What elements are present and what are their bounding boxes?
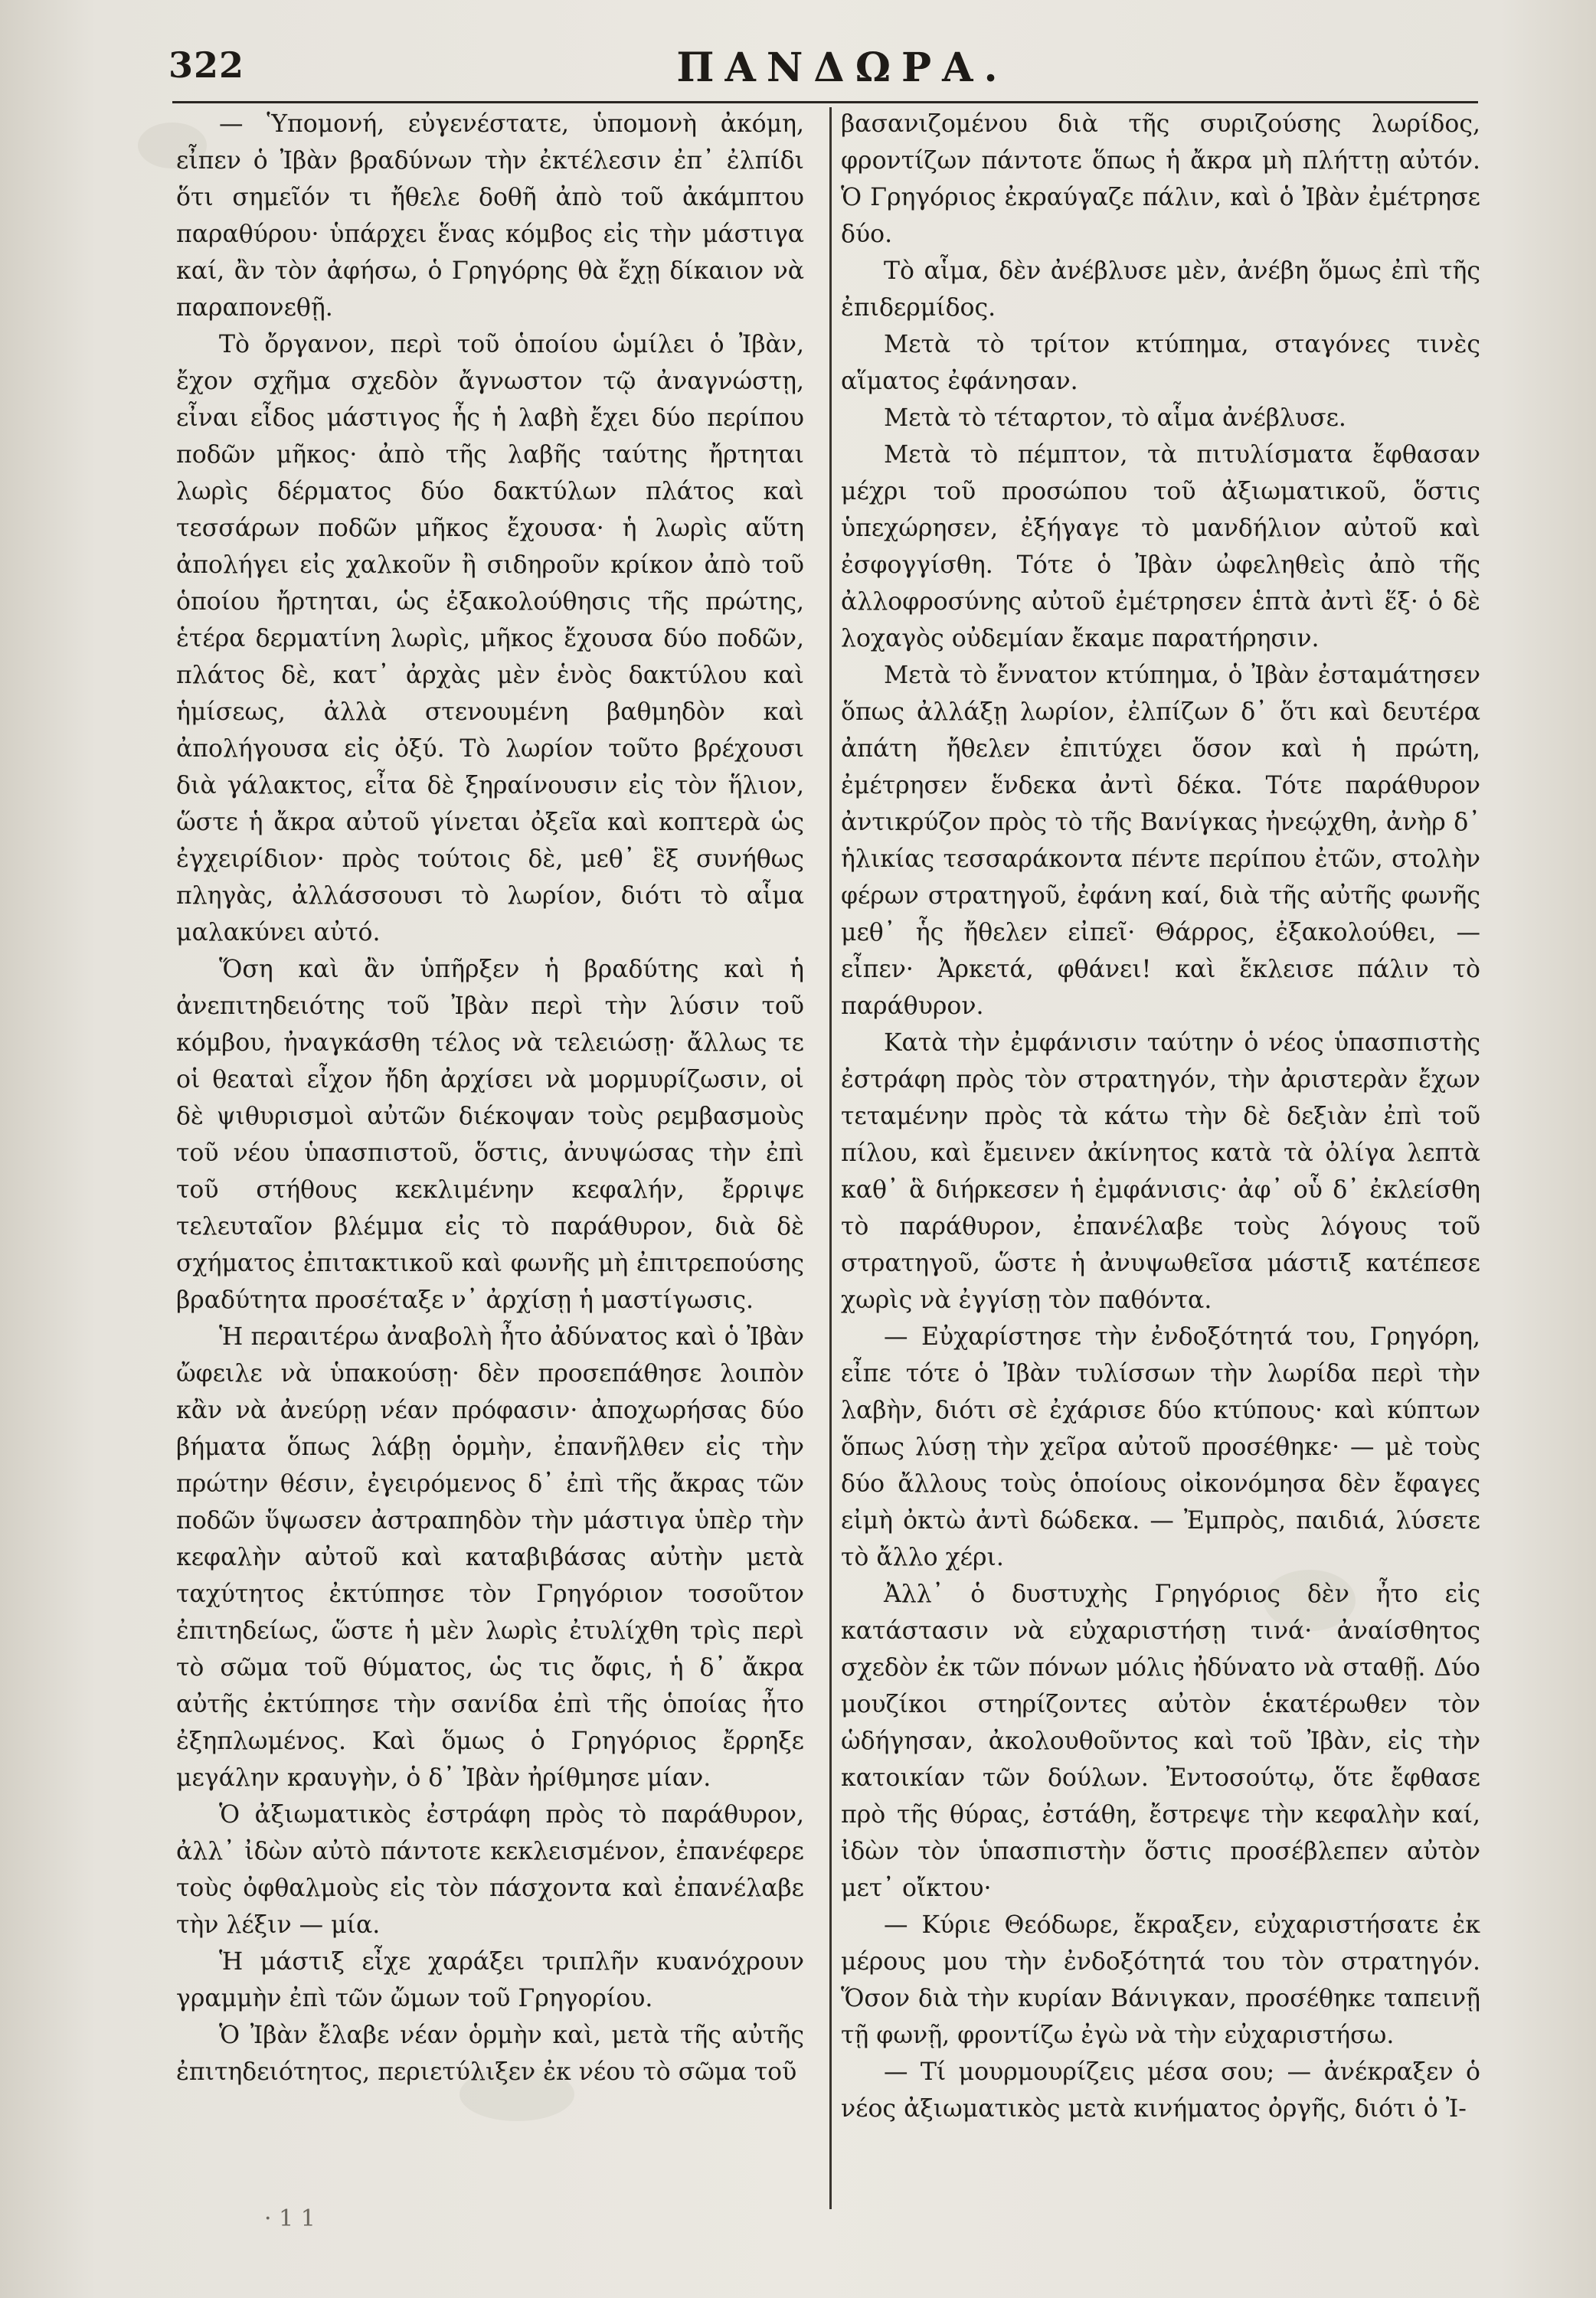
paragraph: βασανιζομένου διὰ τῆς συριζούσης λωρίδος, φροντίζων πάντοτε ὅπως ἡ ἄκρα μὴ πλήττῃ αὐτόν. Ὁ Γρηγόριος ἐκραύγαζε πάλιν, καὶ ὁ Ἰβὰν ἐμέτρησε δύο. [841,110,1480,248]
footer-mark: · 1 1 [264,2205,316,2232]
paragraph: Ὅση καὶ ἂν ὑπῆρξεν ἡ βραδύτης καὶ ἡ ἀνεπιτηδειότης τοῦ Ἰβὰν περὶ τὴν λύσιν τοῦ κόμβου, ἠναγκάσθη τέλος νὰ τελειώσῃ· ἄλλως τε οἱ θεαταὶ εἶχον ἤδη ἀρχίσει νὰ μορμυρίζωσιν, οἱ δὲ ψιθυρισμοὶ αὐτῶν διέκοψαν τοὺς ρεμβασμοὺς τοῦ νέου ὑπασπιστοῦ, ὅστις, ἀνυψώσας τὴν ἐπὶ τοῦ στήθους κεκλιμένην κεφαλήν, ἔρριψε τελευταῖον βλέμμα εἰς τὸ παράθυρον, διὰ δὲ σχήματος ἐπιτακτικοῦ καὶ φωνῆς μὴ ἐπιτρεπούσης βραδύτητα προσέταξε ν᾽ ἀρχίσῃ ἡ μαστίγωσις. [176,956,804,1314]
paragraph: Τὸ αἷμα, δὲν ἀνέβλυσε μὲν, ἀνέβη ὅμως ἐπὶ τῆς ἐπιδερμίδος. [841,257,1480,322]
column-divider [829,107,832,2209]
paragraph: Μετὰ τὸ τέταρτον, τὸ αἷμα ἀνέβλυσε. [884,404,1346,432]
paragraph: Κατὰ τὴν ἐμφάνισιν ταύτην ὁ νέος ὑπασπιστὴς ἐστράφη πρὸς τὸν στρατηγόν, τὴν ἀριστερὰν ἔχων τεταμένην πρὸς τὰ κάτω τὴν δὲ δεξιὰν ἐπὶ τοῦ πίλου, καὶ ἔμεινεν ἀκίνητος κατὰ τὰ ὀλίγα λεπτὰ καθ᾽ ἃ διήρκεσεν ἡ ἐμφάνισις· ἀφ᾽ οὗ δ᾽ ἐκλείσθη τὸ παράθυρον, ἐπανέλαβε τοὺς λόγους τοῦ στρατηγοῦ, ὥστε ἡ ἀνυψωθεῖσα μάστιξ κατέπεσε χωρὶς νὰ ἐγγίσῃ τὸν παθόντα. [841,1029,1480,1314]
paragraph: — Κύριε Θεόδωρε, ἔκραξεν, εὐχαριστήσατε ἐκ μέρους μου τὴν ἐνδοξότητά του τὸν στρατηγόν. Ὅσον διὰ τὴν κυρίαν Βάνιγκαν, προσέθηκε ταπεινῇ τῇ φωνῇ, φροντίζω ἐγὼ νὰ τὴν εὐχαριστήσω. [841,1911,1480,2049]
running-title: ΠΑΝΔΩΡΑ. [676,44,1009,91]
paragraph: — Εὐχαρίστησε τὴν ἐνδοξότητά του, Γρηγόρη, εἶπε τότε ὁ Ἰβὰν τυλίσσων τὴν λωρίδα περὶ τὴν λαβὴν, διότι σὲ ἐχάρισε δύο κτύπους· καὶ κύπτων ὅπως λύσῃ τὴν χεῖρα αὐτοῦ προσέθηκε· — μὲ τοὺς δύο ἄλλους τοὺς ὁποίους οἰκονόμησα δὲν ἔφαγες εἰμὴ ὀκτὼ ἀντὶ δώδεκα. — Ἐμπρὸς, παιδιά, λύσετε τὸ ἄλλο χέρι. [841,1323,1480,1571]
paragraph: Ἡ περαιτέρω ἀναβολὴ ἦτο ἀδύνατος καὶ ὁ Ἰβὰν ὤφειλε νὰ ὑπακούσῃ· δὲν προσεπάθησε λοιπὸν κἂν νὰ ἀνεύρῃ νέαν πρόφασιν· ἀποχωρήσας δύο βήματα ὅπως λάβῃ ὁρμὴν, ἐπανῆλθεν εἰς τὴν πρώτην θέσιν, ἐγειρόμενος δ᾽ ἐπὶ τῆς ἄκρας τῶν ποδῶν ὕψωσεν ἀστραπηδὸν τὴν μάστιγα ὑπὲρ τὴν κεφαλὴν αὐτοῦ καὶ καταβιβάσας αὐτὴν μετὰ ταχύτητος ἐκτύπησε τὸν Γρηγόριον τοσοῦτον ἐπιτηδείως, ὥστε ἡ μὲν λωρὶς ἐτυλίχθη τρὶς περὶ τὸ σῶμα τοῦ θύματος, ὡς τις ὄφις, ἡ δ᾽ ἄκρα αὐτῆς ἐκτύπησε τὴν σανίδα ἐπὶ τῆς ὁποίας ἦτο ἐξηπλωμένος. Καὶ ὅμως ὁ Γρηγόριος ἔρρηξε μεγάλην κραυγὴν, ὁ δ᾽ Ἰβὰν ἠρίθμησε μίαν. [176,1323,804,1792]
paragraph: — Ὑπομονή, εὐγενέστατε, ὑπομονὴ ἀκόμη, εἶπεν ὁ Ἰβὰν βραδύνων τὴν ἐκτέλεσιν ἐπ᾽ ἐλπίδι ὅτι σημεῖόν τι ἤθελε δοθῆ ἀπὸ τοῦ ἀκάμπτου παραθύρου· ὑπάρχει ἕνας κόμβος εἰς τὴν μάστιγα καί, ἂν τὸν ἀφήσω, ὁ Γρηγόρης θὰ ἔχῃ δίκαιον νὰ παραπονεθῇ. [176,110,804,322]
paragraph: Ἡ μάστιξ εἶχε χαράξει τριπλῆν κυανόχρουν γραμμὴν ἐπὶ τῶν ὤμων τοῦ Γρηγορίου. [176,1948,804,2012]
paragraph: Μετὰ τὸ ἔννατον κτύπημα, ὁ Ἰβὰν ἐσταμάτησεν ὅπως ἀλλάξῃ λωρίον, ἐλπίζων δ᾽ ὅτι καὶ δευτέρα ἀπάτη ἤθελεν ἐπιτύχει ὅσον καὶ ἡ πρώτη, ἐμέτρησεν ἕνδεκα ἀντὶ δέκα. Τότε παράθυρον ἀντικρύζον πρὸς τὸ τῆς Βανίγκας ἠνεῴχθη, ἀνὴρ δ᾽ ἡλικίας τεσσαράκοντα πέντε περίπου ἐτῶν, στολὴν φέρων στρατηγοῦ, ἐφάνη καί, διὰ τῆς αὐτῆς φωνῆς μεθ᾽ ἧς ἤθελεν εἰπεῖ· Θάρρος, ἐξακολούθει, — εἶπεν· Ἀρκετά, φθάνει! καὶ ἔκλεισε πάλιν τὸ παράθυρον. [841,662,1480,1020]
page-number: 322 [168,44,245,86]
paragraph: Ἀλλ᾽ ὁ δυστυχὴς Γρηγόριος δὲν ἦτο εἰς κατάστασιν νὰ εὐχαριστήσῃ τινά· ἀναίσθητος σχεδὸν ἐκ τῶν πόνων μόλις ἠδύνατο νὰ σταθῇ. Δύο μουζίκοι στηρίζοντες αὐτὸν ἑκατέρωθεν τὸν ὡδήγησαν, ἀκολουθοῦντος καὶ τοῦ Ἰβὰν, εἰς τὴν κατοικίαν τῶν δούλων. Ἐντοσούτῳ, ὅτε ἔφθασε πρὸ τῆς θύρας, ἐστάθη, ἔστρεψε τὴν κεφαλὴν καί, ἰδὼν τὸν ὑπασπιστὴν ὅστις προσέβλεπεν αὐτὸν μετ᾽ οἴκτου· [841,1580,1480,1902]
paragraph: Μετὰ τὸ πέμπτον, τὰ πιτυλίσματα ἔφθασαν μέχρι τοῦ προσώπου τοῦ ἀξιωματικοῦ, ὅστις ὑπεχώρησεν, ἐξήγαγε τὸ μανδήλιον αὐτοῦ καὶ ἐσφογγίσθη. Τότε ὁ Ἰβὰν ὠφεληθεὶς ἀπὸ τῆς ἀλλοφροσύνης αὐτοῦ ἐμέτρησεν ἑπτὰ ἀντὶ ἕξ· ὁ δὲ λοχαγὸς οὐδεμίαν ἔκαμε παρατήρησιν. [841,441,1480,652]
paragraph: Ὁ Ἰβὰν ἔλαβε νέαν ὁρμὴν καὶ, μετὰ τῆς αὐτῆς ἐπιτηδειότητος, περιετύλιξεν ἐκ νέου τὸ σῶμα τοῦ [176,2022,804,2086]
page-header [168,37,1516,106]
right-column [841,106,1480,2127]
left-column [176,106,804,2090]
header-rule [172,101,1478,103]
paragraph: Μετὰ τὸ τρίτον κτύπημα, σταγόνες τινὲς αἵματος ἐφάνησαν. [841,331,1480,395]
paragraph: Ὁ ἀξιωματικὸς ἐστράφη πρὸς τὸ παράθυρον, ἀλλ᾽ ἰδὼν αὐτὸ πάντοτε κεκλεισμένον, ἐπανέφερε τοὺς ὀφθαλμοὺς εἰς τὸν πάσχοντα καὶ ἐπανέλαβε τὴν λέξιν — μία. [176,1801,804,1939]
paragraph: Τὸ ὄργανον, περὶ τοῦ ὁποίου ὡμίλει ὁ Ἰβὰν, ἔχον σχῆμα σχεδὸν ἄγνωστον τῷ ἀναγνώστῃ, εἶναι εἶδος μάστιγος ἧς ἡ λαβὴ ἔχει δύο περίπου ποδῶν μῆκος· ἀπὸ τῆς λαβῆς ταύτης ἤρτηται λωρὶς δέρματος δύο δακτύλων πλάτος καὶ τεσσάρων ποδῶν μῆκος ἔχουσα· ἡ λωρὶς αὕτη ἀπολήγει εἰς χαλκοῦν ἢ σιδηροῦν κρίκον ἀπὸ τοῦ ὁποίου ἤρτηται, ὡς ἐξακολούθησις τῆς πρώτης, ἑτέρα δερματίνη λωρὶς, μῆκος ἔχουσα δύο ποδῶν, πλάτος δὲ, κατ᾽ ἀρχὰς μὲν ἑνὸς δακτύλου καὶ ἡμίσεως, ἀλλὰ στενουμένη βαθμηδὸν καὶ ἀπολήγουσα εἰς ὀξύ. Τὸ λωρίον τοῦτο βρέχουσι διὰ γάλακτος, εἶτα δὲ ξηραίνουσιν εἰς τὸν ἥλιον, ὥστε ἡ ἄκρα αὐτοῦ γίνεται ὀξεῖα καὶ κοπτερὰ ὡς ἐγχειρίδιον· πρὸς τούτοις δὲ, μεθ᾽ ἓξ συνήθως πληγὰς, ἀλλάσσουσι τὸ λωρίον, διότι τὸ αἷμα μαλακύνει αὐτό. [176,331,804,946]
paragraph: — Τί μουρμουρίζεις μέσα σου; — ἀνέκραξεν ὁ νέος ἀξιωματικὸς μετὰ κινήματος ὀργῆς, διότι ὁ Ἰ- [841,2058,1480,2123]
